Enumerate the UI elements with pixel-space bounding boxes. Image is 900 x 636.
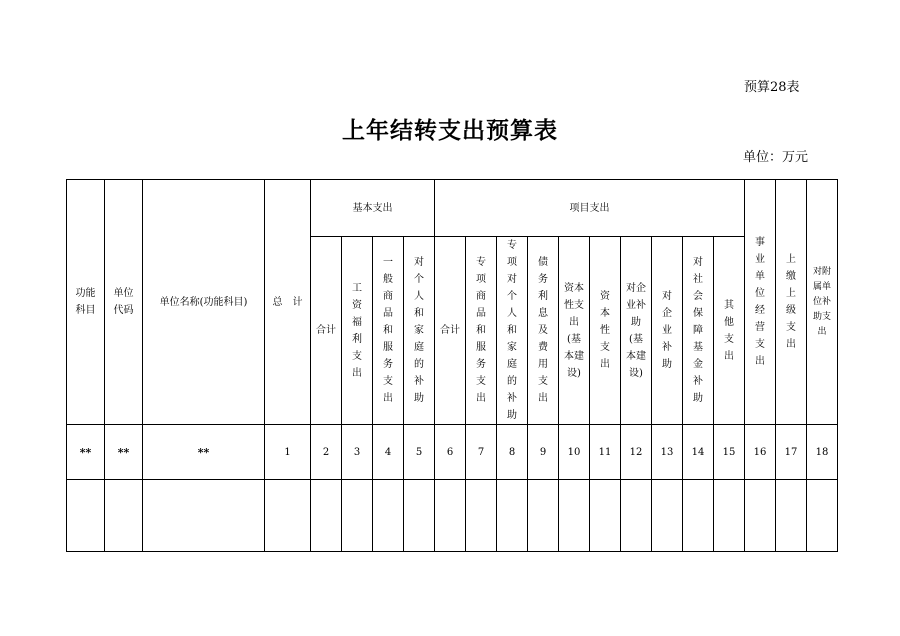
header-group-project: 项目支出 bbox=[435, 180, 745, 237]
empty-cell bbox=[497, 480, 528, 552]
empty-data-row bbox=[67, 480, 838, 552]
empty-cell bbox=[590, 480, 621, 552]
header-group-basic: 基本支出 bbox=[311, 180, 435, 237]
index-cell: 14 bbox=[683, 425, 714, 480]
empty-cell bbox=[435, 480, 466, 552]
empty-cell bbox=[745, 480, 776, 552]
index-cell: 15 bbox=[714, 425, 745, 480]
header-row-groups bbox=[67, 180, 838, 237]
empty-cell bbox=[807, 480, 838, 552]
header-personal-family-subsidy: 对个人和家庭的补助 bbox=[404, 237, 435, 425]
empty-cell bbox=[652, 480, 683, 552]
index-cell: 3 bbox=[342, 425, 373, 480]
header-capital-basic-construction: 资本性支出(基本建设) bbox=[559, 237, 590, 425]
header-affiliated-subsidy: 对附属单位补助支出 bbox=[807, 180, 838, 425]
index-cell: 1 bbox=[265, 425, 311, 480]
table-number: 预算28表 bbox=[744, 80, 800, 95]
index-cell: 7 bbox=[466, 425, 497, 480]
empty-cell bbox=[466, 480, 497, 552]
document-title: 上年结转支出预算表 bbox=[342, 117, 558, 144]
empty-cell bbox=[776, 480, 807, 552]
empty-cell bbox=[559, 480, 590, 552]
empty-cell bbox=[265, 480, 311, 552]
unit-label: 单位：万元 bbox=[743, 150, 809, 165]
index-cell: 4 bbox=[373, 425, 404, 480]
index-cell: 2 bbox=[311, 425, 342, 480]
index-cell: 12 bbox=[621, 425, 652, 480]
empty-cell bbox=[143, 480, 265, 552]
index-cell: ** bbox=[105, 425, 143, 480]
header-goods-services: 一般商品和服务支出 bbox=[373, 237, 404, 425]
index-cell: 9 bbox=[528, 425, 559, 480]
header-func-subject: 功能科目 bbox=[67, 180, 105, 425]
budget-table bbox=[66, 179, 838, 552]
header-capital: 资本性支出 bbox=[590, 237, 621, 425]
empty-cell bbox=[528, 480, 559, 552]
header-unit-name: 单位名称(功能科目) bbox=[143, 180, 265, 425]
index-cell: 8 bbox=[497, 425, 528, 480]
empty-cell bbox=[311, 480, 342, 552]
header-project-subtotal: 合计 bbox=[435, 237, 466, 425]
empty-cell bbox=[342, 480, 373, 552]
index-cell: 13 bbox=[652, 425, 683, 480]
empty-cell bbox=[67, 480, 105, 552]
header-social-security-fund: 对社会保障基金补助 bbox=[683, 237, 714, 425]
empty-cell bbox=[404, 480, 435, 552]
index-cell: 16 bbox=[745, 425, 776, 480]
index-cell: 10 bbox=[559, 425, 590, 480]
index-cell: 6 bbox=[435, 425, 466, 480]
empty-cell bbox=[714, 480, 745, 552]
header-debt-interest: 债务利息及费用支出 bbox=[528, 237, 559, 425]
empty-cell bbox=[621, 480, 652, 552]
header-basic-subtotal: 合计 bbox=[311, 237, 342, 425]
header-enterprise-subsidy-construction: 对企业补助(基本建设) bbox=[621, 237, 652, 425]
empty-cell bbox=[105, 480, 143, 552]
index-cell: 5 bbox=[404, 425, 435, 480]
header-total: 总 计 bbox=[265, 180, 311, 425]
index-row bbox=[67, 425, 838, 480]
index-cell: 11 bbox=[590, 425, 621, 480]
header-other: 其他支出 bbox=[714, 237, 745, 425]
header-unit-code: 单位代码 bbox=[105, 180, 143, 425]
header-upper-payment: 上缴上级支出 bbox=[776, 180, 807, 425]
index-cell: ** bbox=[67, 425, 105, 480]
header-special-personal-subsidy: 专项对个人和家庭的补助 bbox=[497, 237, 528, 425]
index-cell: 18 bbox=[807, 425, 838, 480]
empty-cell bbox=[683, 480, 714, 552]
index-cell: 17 bbox=[776, 425, 807, 480]
header-enterprise-subsidy: 对企业补助 bbox=[652, 237, 683, 425]
header-business-expense: 事业单位经营支出 bbox=[745, 180, 776, 425]
empty-cell bbox=[373, 480, 404, 552]
header-special-goods-services: 专项商品和服务支出 bbox=[466, 237, 497, 425]
index-cell: ** bbox=[143, 425, 265, 480]
header-salary-welfare: 工资福利支出 bbox=[342, 237, 373, 425]
